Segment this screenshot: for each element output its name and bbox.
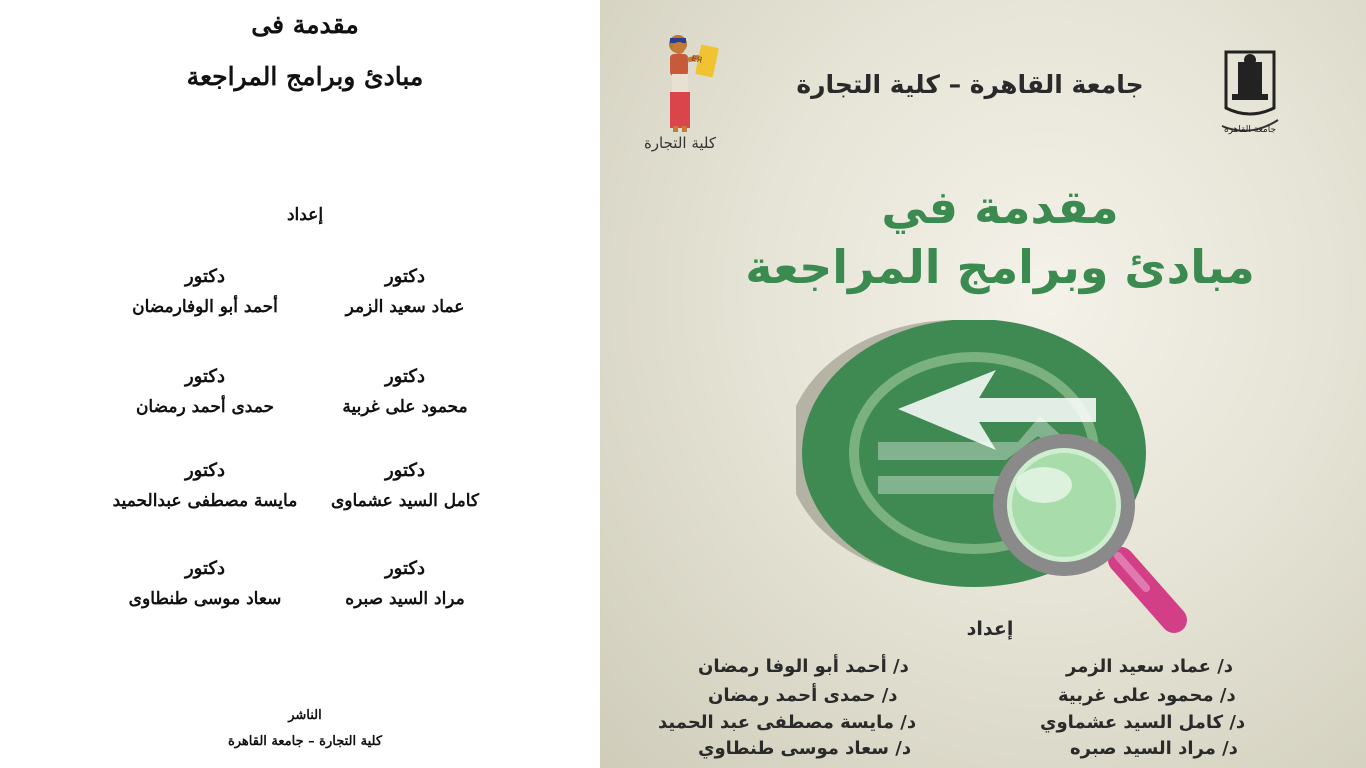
publisher-label: الناشر: [288, 708, 322, 723]
author-rank: دكتور: [384, 460, 425, 481]
author-name: مايسة مصطفى عبدالحميد: [112, 491, 298, 511]
author-name: حمدى أحمد رمضان: [135, 397, 275, 417]
cover-author: د/ عماد سعيد الزمر: [1066, 656, 1234, 677]
svg-text:EЯ: EЯ: [690, 53, 703, 65]
cover-author: د/ مراد السيد صبره: [1070, 738, 1238, 759]
author-rank: دكتور: [384, 558, 425, 579]
university-seal-icon: [1208, 46, 1292, 138]
author-entry: [90, 362, 320, 422]
author-name: مراد السيد صبره: [345, 589, 465, 609]
university-name: جامعة القاهرة – كلية التجارة: [796, 70, 1144, 99]
cover-author: د/ سعاد موسى طنطاوي: [698, 738, 912, 759]
author-name: محمود على غربية: [342, 397, 468, 417]
cover-author: د/ حمدى أحمد رمضان: [708, 685, 898, 706]
cover-title-line-2: مبادئ وبرامج المراجعة: [745, 240, 1255, 294]
author-rank: دكتور: [184, 266, 225, 287]
author-name: عماد سعيد الزمر: [345, 297, 465, 317]
author-name: كامل السيد عشماوى: [330, 491, 480, 511]
pharaoh-figure-icon: [652, 34, 728, 134]
author-rank: دكتور: [184, 558, 225, 579]
author-name: سعاد موسى طنطاوى: [128, 589, 282, 609]
title-line-1: مقدمة فى: [251, 10, 359, 39]
publisher-block: [0, 703, 610, 755]
title-line-2: مبادئ وبرامج المراجعة: [186, 62, 424, 91]
author-entry: [90, 262, 320, 322]
book-cover: [600, 0, 1366, 768]
title-page: [0, 0, 600, 768]
author-entry: [300, 362, 510, 422]
author-entry: [300, 456, 510, 516]
author-rank: دكتور: [384, 366, 425, 387]
cover-author: د/ محمود على غربية: [1058, 685, 1236, 706]
cover-author: د/ مايسة مصطفى عبد الحميد: [658, 712, 917, 733]
cover-author: د/ أحمد أبو الوفا رمضان: [698, 656, 909, 677]
author-entry: [90, 456, 320, 516]
faculty-logo-label: كلية التجارة: [643, 134, 717, 152]
author-rank: دكتور: [384, 266, 425, 287]
author-entry: [300, 262, 510, 322]
author-rank: دكتور: [184, 460, 225, 481]
author-entry: [90, 554, 320, 614]
cover-title-line-1: مقدمة في: [881, 180, 1119, 234]
seal-text: جامعة القاهرة: [1223, 125, 1277, 135]
author-name: أحمد أبو الوفارمضان: [132, 297, 278, 317]
publisher-name: كلية التجارة – جامعة القاهرة: [227, 734, 383, 749]
cover-prepared-by: إعداد: [966, 618, 1014, 640]
cover-author: د/ كامل السيد عشماوي: [1040, 712, 1246, 733]
author-entry: [300, 554, 510, 614]
audit-emblem: [796, 320, 1216, 650]
author-rank: دكتور: [184, 366, 225, 387]
prepared-by-label: إعداد: [286, 205, 324, 225]
